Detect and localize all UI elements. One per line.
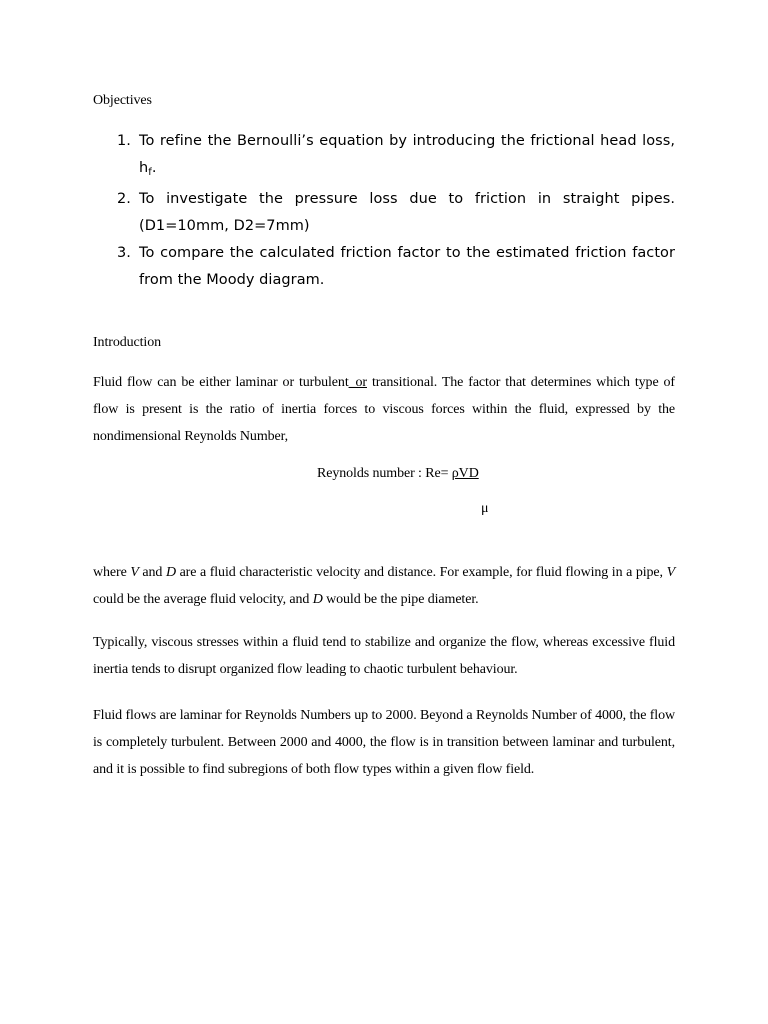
variables-paragraph [93, 559, 675, 613]
variable-v: V [130, 565, 139, 580]
formula-denominator: μ [481, 501, 489, 516]
objectives-heading: Objectives [93, 93, 152, 108]
objective-number-1: 1. [117, 133, 131, 149]
variable-v-2: V [666, 565, 676, 580]
formula-label: Reynolds number : Re= [317, 466, 452, 481]
variables-text-1: where [93, 565, 131, 580]
variable-d: D [165, 565, 176, 580]
viscous-stress-paragraph: Typically, viscous stresses within a fluid tend to stabilize and organize the flow, whereas excessive fluid inertia tends to disrupt organized flow leading to chaotic turbulent behaviour. [93, 635, 675, 677]
objective-item-2 [93, 186, 675, 240]
objective-text-3: To compare the calculated friction factor to the estimated friction factor from the Moody diagram. [139, 245, 675, 288]
intro-underlined-or: or [355, 375, 367, 390]
head-loss-subscript: f [148, 167, 152, 178]
intro-underscore: _ [348, 375, 356, 390]
objective-text-1: To refine the Bernoulli’s equation by introducing the frictional head loss, h [139, 133, 675, 176]
variables-text-2: and [138, 565, 166, 580]
intro-text-part3: transitional. The factor that determines which type of flow is present is the ratio of inertia forces to viscous forces within the fluid, expressed by the nondimensional Reynolds Number, [93, 375, 675, 444]
objective-number-2: 2. [117, 191, 131, 207]
introduction-heading: Introduction [93, 335, 162, 350]
objective-item-3 [93, 240, 675, 294]
flow-regime-paragraph: Fluid flows are laminar for Reynolds Numbers up to 2000. Beyond a Reynolds Number of 4000, the flow is completely turbulent. Between 2000 and 4000, the flow is in transition between laminar and turbulent, and it is possible to find subregions of both flow types within a given flow field. [93, 708, 675, 777]
objective-item-1 [93, 128, 675, 186]
intro-text-part1: Fluid flow can be either laminar or turbulent [93, 375, 349, 390]
variables-text-3: are a fluid characteristic velocity and distance. For example, for fluid flowing in a pipe, [175, 565, 667, 580]
intro-paragraph [93, 369, 675, 450]
reynolds-formula [317, 460, 479, 487]
variables-text-5: would be the pipe diameter. [322, 592, 479, 607]
formula-numerator: ρVD [451, 466, 479, 481]
variables-text-4: could be the average fluid velocity, and [93, 592, 313, 607]
variable-d-2: D [312, 592, 323, 607]
objective-text-1-end: . [151, 160, 157, 176]
objectives-list [93, 128, 675, 294]
objective-text-2: To investigate the pressure loss due to friction in straight pipes. (D1=10mm, D2=7mm) [139, 191, 675, 234]
objective-number-3: 3. [117, 245, 131, 261]
